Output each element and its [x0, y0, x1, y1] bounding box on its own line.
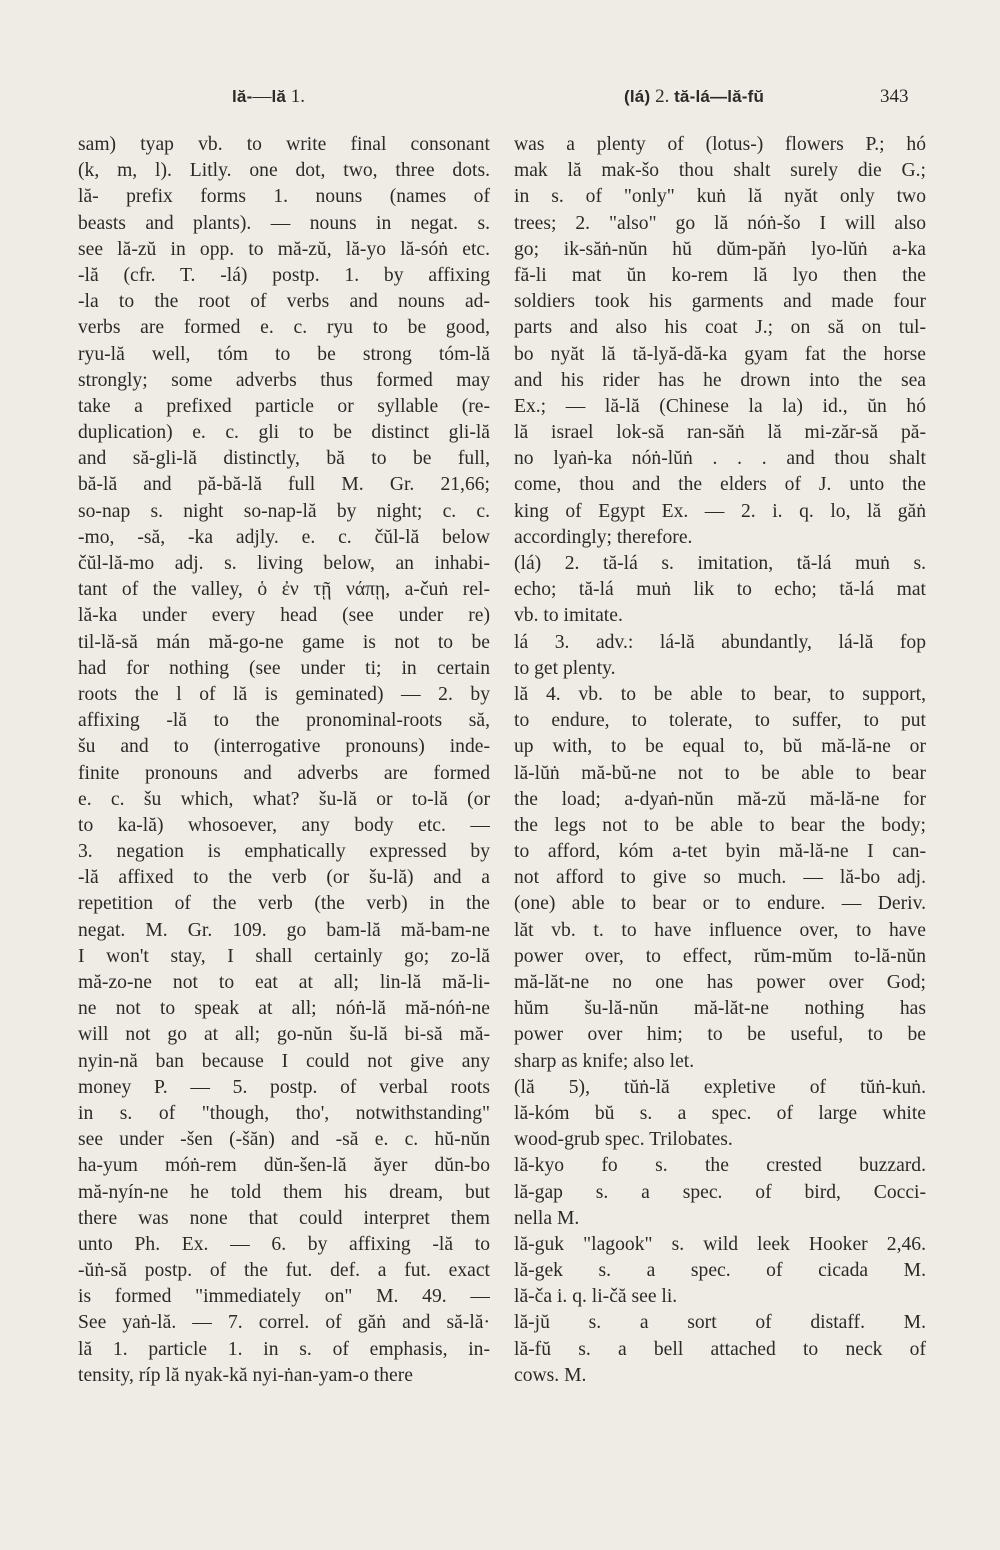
- header-center-range: tă-lá—lă-fŭ: [674, 87, 765, 106]
- page-number: 343: [880, 86, 909, 107]
- text-line: was a plenty of (lotus-) flowers P.; hó: [514, 134, 926, 155]
- text-line: king of Egypt Ex. — 2. i. q. lo, lă găṅ: [514, 500, 926, 522]
- text-line: 3. negation is emphatically expressed by: [78, 841, 490, 863]
- left-column: [78, 132, 490, 1389]
- text-line: there was none that could interpret them: [78, 1207, 490, 1229]
- text-line: to endure, to tolerate, to suffer, to put: [514, 710, 926, 732]
- text-line: so-nap s. night so-nap-lă by night; c. c.: [78, 500, 490, 522]
- text-line: duplication) e. c. gli to be distinct gli-lă: [78, 422, 490, 444]
- text-line: ne not to speak at all; nóṅ-lă mă-nóṅ-ne: [78, 998, 490, 1020]
- text-line: will not go at all; go-nŭn šu-lă bi-să mă-: [78, 1024, 490, 1046]
- text-line: nyin-nă ban because I could not give any: [78, 1050, 490, 1072]
- text-line: money P. — 5. postp. of verbal roots: [78, 1076, 490, 1098]
- text-line: to get plenty.: [514, 657, 616, 679]
- text-line: up with, to be equal to, bŭ mă-lă-ne or: [514, 736, 926, 758]
- text-line: lă-kyo fo s. the crested buzzard.: [514, 1155, 926, 1177]
- text-line: accordingly; therefore.: [514, 526, 693, 548]
- header-center-number: 2.: [650, 86, 675, 107]
- header-left: [232, 86, 305, 108]
- text-line: fă-li mat ŭn ko-rem lă lyo then the: [514, 264, 926, 286]
- text-line: trees; 2. "also" go lă nóṅ-šo I will also: [514, 212, 926, 234]
- text-line: sharp as knife; also let.: [514, 1050, 695, 1072]
- text-line: lă israel lok-să ran-săṅ lă mi-zăr-să pă-: [514, 422, 926, 444]
- header-left-sep: —: [252, 86, 272, 107]
- text-line: lă-ka under every head (see under re): [78, 605, 490, 627]
- text-line: lă- prefix forms 1. nouns (names of: [78, 186, 490, 208]
- text-line: soldiers took his garments and made four: [514, 291, 926, 313]
- text-line: see lă-zŭ in opp. to mă-zŭ, lă-yo lă-sóṅ etc.: [78, 238, 490, 260]
- text-line: lă-ča i. q. li-čă see li.: [514, 1286, 678, 1308]
- text-line: verbs are formed e. c. ryu to be good,: [78, 317, 490, 339]
- text-line: -ŭṅ-să postp. of the fut. def. a fut. exact: [78, 1260, 490, 1282]
- text-line: see under -šen (-šăn) and -să e. c. hŭ-nŭn: [78, 1129, 490, 1151]
- text-line: in s. of "only" kuṅ lă nyăt only two: [514, 186, 926, 208]
- text-line: power over him; to be useful, to be: [514, 1024, 926, 1046]
- text-line: (k, m, l). Litly. one dot, two, three dots.: [78, 160, 490, 182]
- text-line: lă 1. particle 1. in s. of emphasis, in-: [78, 1338, 490, 1360]
- text-line: (one) able to bear or to endure. — Deriv.: [514, 893, 926, 915]
- text-line: nella M.: [514, 1207, 580, 1229]
- header-left-number: 1.: [286, 86, 306, 107]
- text-line: lă-kóm bŭ s. a spec. of large white: [514, 1102, 926, 1124]
- text-line: unto Ph. Ex. — 6. by affixing -lă to: [78, 1233, 490, 1255]
- text-line: lă-guk "lagook" s. wild leek Hooker 2,46.: [514, 1233, 926, 1255]
- text-line: is formed "immediately on" M. 49. —: [78, 1286, 490, 1308]
- text-line: šu and to (interrogative pronouns) inde-: [78, 736, 490, 758]
- text-line: strongly; some adverbs thus formed may: [78, 369, 490, 391]
- text-line: čŭl-lă-mo adj. s. living below, an inhabi-: [78, 553, 490, 574]
- text-line: -lă affixed to the verb (or šu-lă) and a: [78, 867, 490, 889]
- text-line: mak lă mak-šo thou shalt surely die G.;: [514, 160, 926, 182]
- text-line: lă 4. vb. to be able to bear, to support,: [514, 683, 926, 705]
- text-line: power over, to effect, rŭm-mŭm to-lă-nŭn: [514, 945, 926, 967]
- text-line: Ex.; — lă-lă (Chinese la la) id., ŭn hó: [514, 395, 926, 417]
- text-line: repetition of the verb (the verb) in the: [78, 893, 490, 915]
- right-column: [514, 132, 926, 1389]
- text-line: (lă 5), tŭṅ-lă expletive of tŭṅ-kuṅ.: [514, 1076, 926, 1098]
- text-line: mă-zo-ne not to eat at all; lin-lă mă-li-: [78, 972, 490, 993]
- text-line: sam) tyap vb. to write final consonant: [78, 134, 490, 155]
- header-left-headword-2: lă: [271, 87, 287, 106]
- text-line: parts and also his coat J.; on să on tul-: [514, 317, 926, 339]
- text-line: to afford, kóm a-tet byin mă-lă-ne I can-: [514, 841, 926, 863]
- text-line: lá 3. adv.: lá-lă abundantly, lá-lă fop: [514, 631, 926, 653]
- text-line: finite pronouns and adverbs are formed: [78, 762, 490, 784]
- text-line: tensity, ríp lă nyak-kă nyi-ṅan-yam-o there: [78, 1364, 413, 1386]
- text-line: to ka-lă) whosoever, any body etc. —: [78, 814, 490, 836]
- text-line: the load; a-dyaṅ-nŭn mă-zŭ mă-lă-ne for: [514, 788, 926, 810]
- text-line: wood-grub spec. Trilobates.: [514, 1129, 733, 1151]
- text-line: lă-jŭ s. a sort of distaff. M.: [514, 1312, 926, 1334]
- text-line: hŭm šu-lă-nŭn mă-lăt-ne nothing has: [514, 998, 926, 1020]
- text-line: beasts and plants). — nouns in negat. s.: [78, 212, 490, 234]
- text-line: come, thou and the elders of J. unto the: [514, 474, 926, 496]
- text-line: mă-nyín-ne he told them his dream, but: [78, 1181, 490, 1203]
- text-line: cows. M.: [514, 1364, 587, 1386]
- text-line: til-lă-să mán mă-go-ne game is not to be: [78, 631, 490, 653]
- text-line: I won't stay, I shall certainly go; zo-lă: [78, 945, 490, 967]
- text-line: bă-lă and pă-bă-lă full M. Gr. 21,66;: [78, 474, 490, 496]
- text-line: negat. M. Gr. 109. go bam-lă mă-bam-ne: [78, 919, 490, 941]
- header-left-headword: lă-: [232, 87, 253, 106]
- text-line: and his rider has he drown into the sea: [514, 369, 926, 391]
- text-line: tant of the valley, ὁ ἐν τῇ νάπῃ, a-čuṅ rel-: [78, 579, 490, 601]
- header-center: [624, 86, 764, 108]
- text-line: See yaṅ-lă. — 7. correl. of găṅ and să-lă·: [78, 1312, 490, 1334]
- text-line: echo; tă-lá muṅ lik to echo; tă-lá mat: [514, 579, 926, 601]
- text-line: and să-gli-lă distinctly, bă to be full,: [78, 448, 490, 470]
- text-line: lă-gek s. a spec. of cicada M.: [514, 1260, 926, 1282]
- text-line: no lyaṅ-ka nóṅ-lŭṅ . . . and thou shalt: [514, 448, 926, 470]
- text-line: the legs not to be able to bear the body;: [514, 814, 926, 836]
- text-line: ryu-lă well, tóm to be strong tóm-lă: [78, 343, 490, 365]
- running-header: [0, 86, 1000, 116]
- text-line: -lă (cfr. T. -lá) postp. 1. by affixing: [78, 264, 490, 286]
- header-center-paren: (lá): [624, 87, 651, 106]
- text-line: not afford to give so much. — lă-bo adj.: [514, 867, 926, 889]
- text-line: (lá) 2. tă-lá s. imitation, tă-lá muṅ s.: [514, 553, 926, 574]
- text-line: roots the l of lă is geminated) — 2. by: [78, 683, 490, 705]
- text-line: lăt vb. t. to have influence over, to have: [514, 919, 926, 941]
- text-line: take a prefixed particle or syllable (re-: [78, 395, 490, 417]
- text-line: lă-fŭ s. a bell attached to neck of: [514, 1338, 926, 1360]
- text-line: e. c. šu which, what? šu-lă or to-lă (or: [78, 788, 490, 810]
- text-line: lă-lŭṅ mă-bŭ-ne not to be able to bear: [514, 762, 926, 784]
- text-line: vb. to imitate.: [514, 605, 623, 627]
- text-line: -la to the root of verbs and nouns ad-: [78, 291, 490, 313]
- text-line: ha-yum móṅ-rem dŭn-šen-lă ăyer dŭn-bo: [78, 1155, 490, 1177]
- text-line: lă-gap s. a spec. of bird, Cocci-: [514, 1181, 926, 1203]
- text-line: -mo, -să, -ka adjly. e. c. čŭl-lă below: [78, 526, 490, 548]
- text-line: in s. of "though, tho', notwithstanding": [78, 1102, 490, 1124]
- text-line: mă-lăt-ne no one has power over God;: [514, 972, 926, 993]
- text-line: go; ik-săṅ-nŭn hŭ dŭm-păṅ lyo-lŭṅ a-ka: [514, 238, 926, 260]
- text-line: affixing -lă to the pronominal-roots să,: [78, 710, 490, 732]
- text-line: had for nothing (see under ti; in certain: [78, 657, 490, 679]
- text-line: bo nyăt lă tă-lyă-dă-ka gyam fat the horse: [514, 343, 926, 365]
